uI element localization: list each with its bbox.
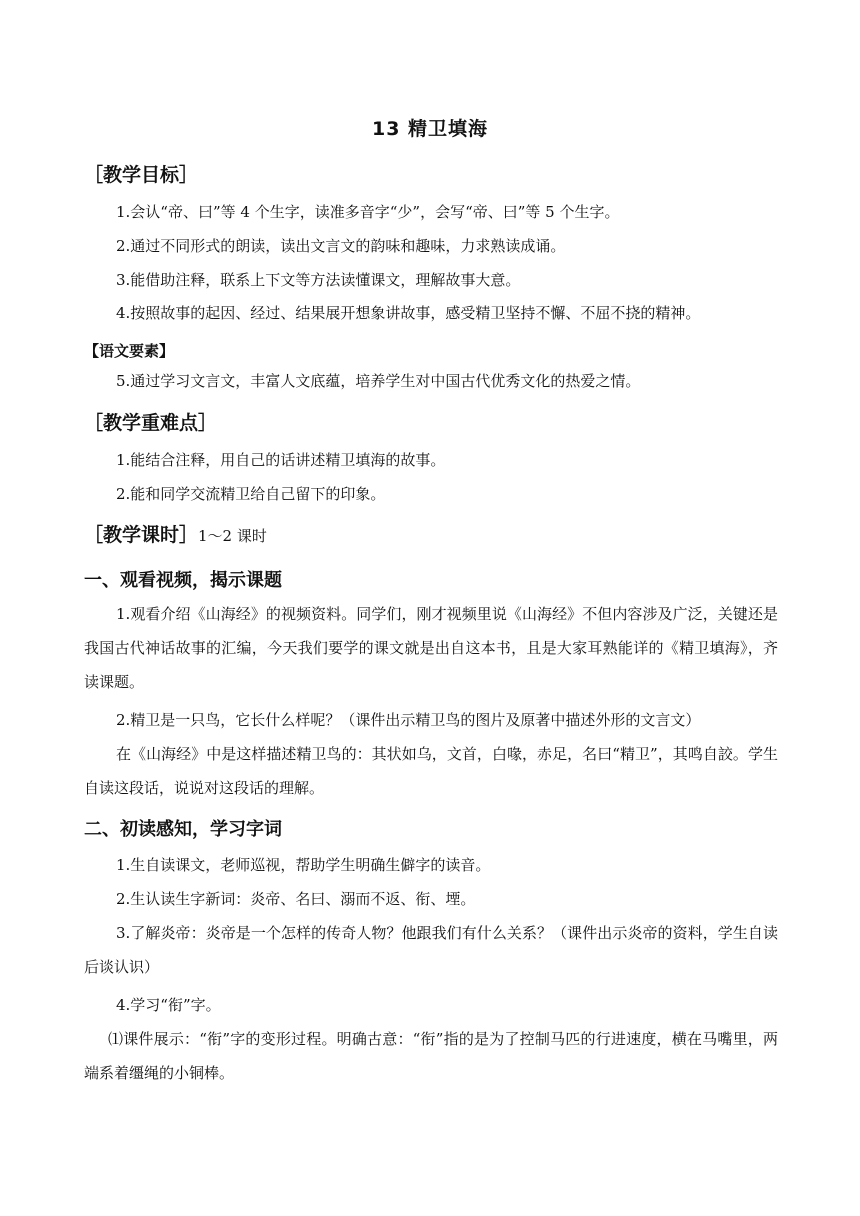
section2-paragraph: 4.学习“衔”字。 (116, 996, 221, 1014)
language-elements-heading: 【语文要素】 (84, 342, 175, 360)
objective-item: 2.通过不同形式的朗读，读出文言文的韵味和趣味，力求熟读成诵。 (116, 237, 566, 255)
objective-item: 5.通过学习文言文，丰富人文底蕴，培养学生对中国古代优秀文化的热爱之情。 (116, 372, 641, 390)
key-point-item: 2.能和同学交流精卫给自己留下的印象。 (116, 485, 386, 503)
section1-paragraph: 2.精卫是一只鸟，它长什么样呢？（课件出示精卫鸟的图片及原著中描述外形的文言文） (116, 711, 701, 729)
section1-heading: 一、观看视频，揭示课题 (84, 570, 282, 591)
key-points-heading: ［教学重难点］ (84, 412, 218, 434)
objective-item: 4.按照故事的起因、经过、结果展开想象讲故事，感受精卫坚持不懈、不屈不挠的精神。 (116, 304, 701, 322)
objective-item: 1.会认“帝、曰”等 4 个生字，读准多音字“少”，会写“帝、曰”等 5 个生字。 (116, 203, 620, 221)
hours-heading (84, 520, 267, 547)
section2-paragraph: 2.生认读生字新词：炎帝、名曰、溺而不返、衔、堙。 (116, 890, 476, 908)
section1-paragraph: 1.观看介绍《山海经》的视频资料。同学们，刚才视频里说《山海经》不但内容涉及广泛，关键还是我国古代神话故事的汇编，今天我们要学的课文就是出自这本书，且是大家耳熟能详的《精卫填海》，齐读课题。 (84, 605, 778, 691)
section2-paragraph: 3.了解炎帝：炎帝是一个怎样的传奇人物？他跟我们有什么关系？（课件出示炎帝的资料，学生自读后谈认识） (84, 924, 778, 976)
section1-paragraph: 在《山海经》中是这样描述精卫鸟的：其状如乌，文首，白喙，赤足，名曰“精卫”，其鸣自詨。学生自读这段话，说说对这段话的理解。 (84, 745, 778, 797)
hours-value: 1～2 课时 (198, 527, 267, 545)
key-point-item: 1.能结合注释，用自己的话讲述精卫填海的故事。 (116, 451, 446, 469)
hours-label: ［教学课时］ (84, 524, 199, 546)
page-title: 13 精卫填海 (371, 118, 489, 140)
section2-paragraph: ⑴课件展示：“衔”字的变形过程。明确古意：“衔”指的是为了控制马匹的行进速度，横在马嘴里，两端系着缰绳的小铜棒。 (84, 1030, 778, 1082)
objectives-heading: ［教学目标］ (84, 164, 199, 186)
objective-item: 3.能借助注释，联系上下文等方法读懂课文，理解故事大意。 (116, 271, 521, 289)
section2-heading: 二、初读感知，学习字词 (84, 819, 282, 840)
section2-paragraph: 1.生自读课文，老师巡视，帮助学生明确生僻字的读音。 (116, 856, 491, 874)
